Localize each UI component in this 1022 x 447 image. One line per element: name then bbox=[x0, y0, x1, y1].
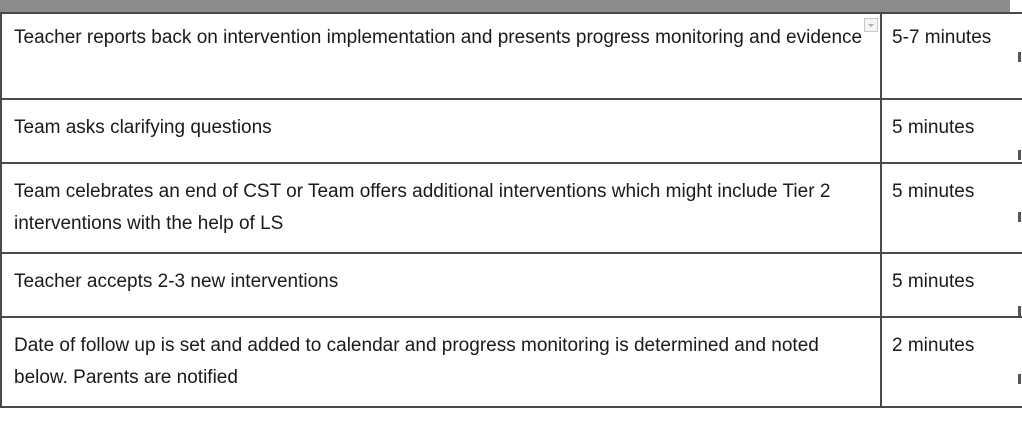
clipped-edge-mark bbox=[1018, 150, 1021, 160]
table-row bbox=[1, 99, 1022, 163]
activity-text: Date of follow up is set and added to calendar and progress monitoring is determined and noted below. Parents are notified bbox=[14, 335, 819, 388]
table-row bbox=[1, 13, 1022, 99]
time-text: 5 minutes bbox=[892, 117, 975, 138]
time-text: 2 minutes bbox=[892, 335, 975, 356]
activity-cell bbox=[1, 253, 881, 317]
time-text: 5 minutes bbox=[892, 271, 975, 292]
activity-cell bbox=[1, 99, 881, 163]
table-row bbox=[1, 253, 1022, 317]
time-cell bbox=[881, 99, 1022, 163]
chevron-down-icon[interactable] bbox=[864, 18, 878, 32]
time-cell bbox=[881, 253, 1022, 317]
time-text: 5 minutes bbox=[892, 181, 975, 202]
table-row bbox=[1, 317, 1022, 407]
clipped-edge-mark bbox=[1018, 306, 1021, 316]
time-text: 5-7 minutes bbox=[892, 27, 992, 48]
activity-text: Teacher accepts 2-3 new interventions bbox=[14, 271, 339, 292]
time-cell bbox=[881, 163, 1022, 253]
clipped-edge-mark bbox=[1018, 374, 1021, 384]
agenda-table bbox=[0, 12, 1022, 408]
table-row bbox=[1, 163, 1022, 253]
activity-text: Teacher reports back on intervention implementation and presents progress monitoring and evidence bbox=[14, 27, 863, 48]
clipped-edge-mark bbox=[1018, 52, 1021, 62]
activity-cell bbox=[1, 163, 881, 253]
time-cell bbox=[881, 317, 1022, 407]
activity-cell bbox=[1, 317, 881, 407]
activity-text: Team celebrates an end of CST or Team offers additional interventions which might include Tier 2 interventions with the help of LS bbox=[14, 181, 831, 234]
activity-text: Team asks clarifying questions bbox=[14, 117, 272, 138]
activity-cell bbox=[1, 13, 881, 99]
time-cell bbox=[881, 13, 1022, 99]
clipped-edge-mark bbox=[1018, 212, 1021, 222]
